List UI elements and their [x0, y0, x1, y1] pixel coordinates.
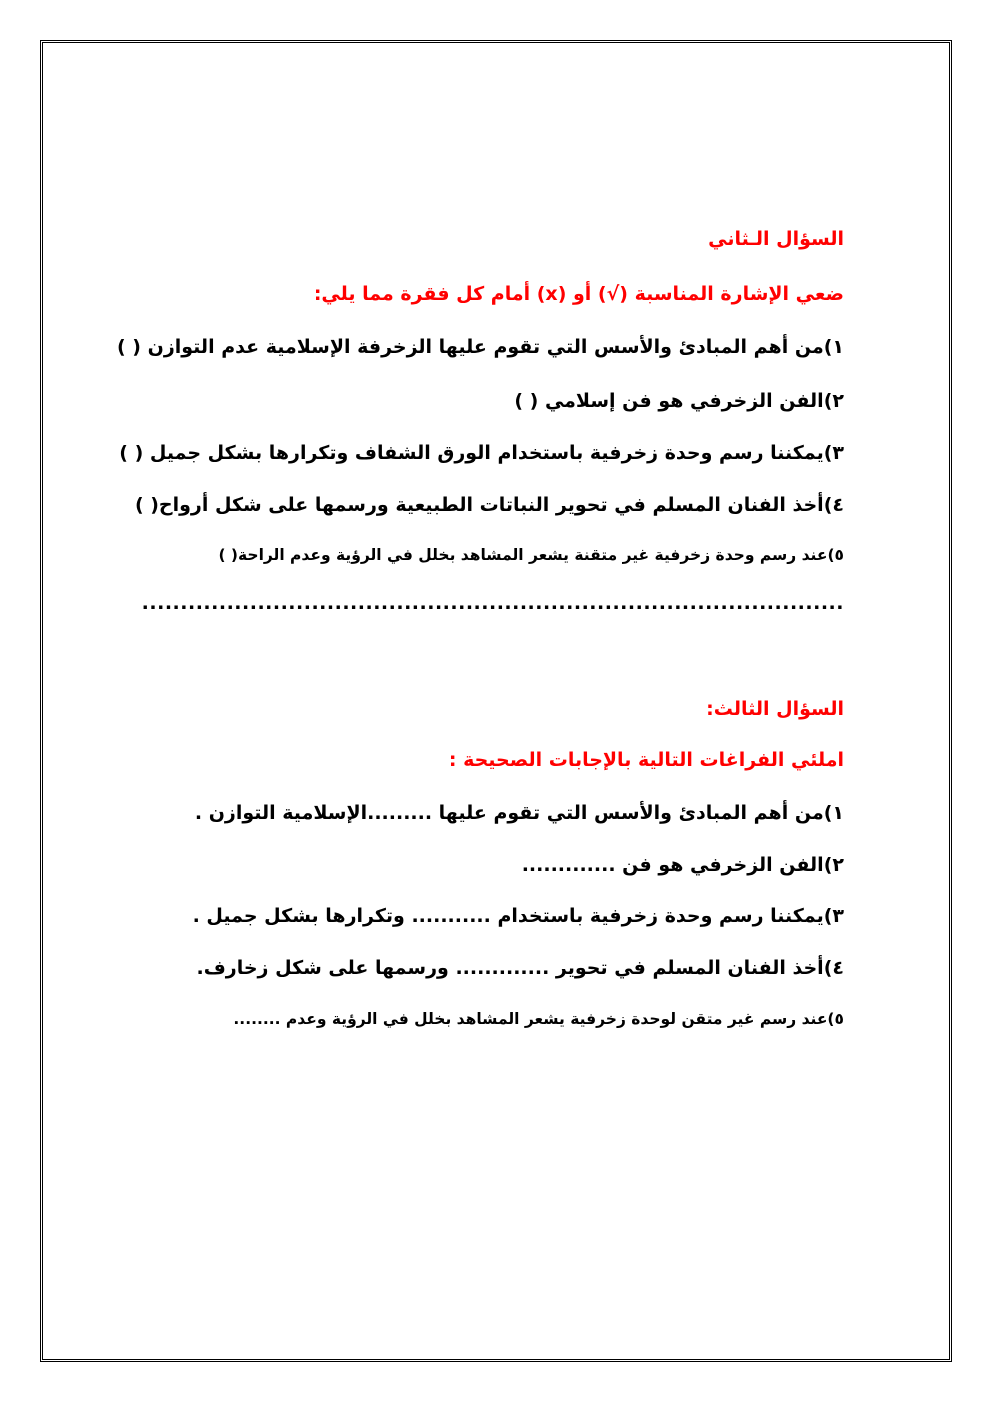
q3-item-1: ١)من أهم المبادئ والأسس التي تقوم عليها .........الإسلامية التوازن . [194, 802, 844, 824]
q3-title: السؤال الثالث: [706, 698, 844, 720]
q2-item-4: ٤)أخذ الفنان المسلم في تحوير النباتات الطبيعية ورسمها على شكل أرواح( ) [134, 494, 844, 516]
q2-item-1: ١)من أهم المبادئ والأسس التي تقوم عليها الزخرفة الإسلامية عدم التوازن ( ) [117, 336, 844, 358]
q2-separator: ........................................................................................... [141, 592, 844, 614]
q3-item-4: ٤)أخذ الفنان المسلم في تحوير ............. ورسمها على شكل زخارف. [196, 957, 844, 979]
q2-item-3: ٣)يمكننا رسم وحدة زخرفية باستخدام الورق الشفاف وتكرارها بشكل جميل ( ) [119, 442, 844, 464]
q2-instruction: ضعي الإشارة المناسبة (√) أو (x) أمام كل فقرة مما يلي: [313, 283, 844, 305]
q2-item-2: ٢)الفن الزخرفي هو فن إسلامي ( ) [514, 390, 844, 412]
q3-item-5: ٥)عند رسم غير متقن لوحدة زخرفية يشعر المشاهد بخلل في الرؤية وعدم ........ [233, 1010, 844, 1028]
q2-item-5: ٥)عند رسم وحدة زخرفية غير متقنة يشعر المشاهد بخلل في الرؤية وعدم الراحة( ) [218, 546, 844, 564]
q2-title: السؤال الـثاني [708, 228, 844, 250]
q3-item-2: ٢)الفن الزخرفي هو فن ............. [521, 854, 844, 876]
q3-item-3: ٣)يمكننا رسم وحدة زخرفية باستخدام ........... وتكرارها بشكل جميل . [192, 905, 844, 927]
q3-instruction: املئي الفراغات التالية بالإجابات الصحيحة : [448, 749, 844, 771]
